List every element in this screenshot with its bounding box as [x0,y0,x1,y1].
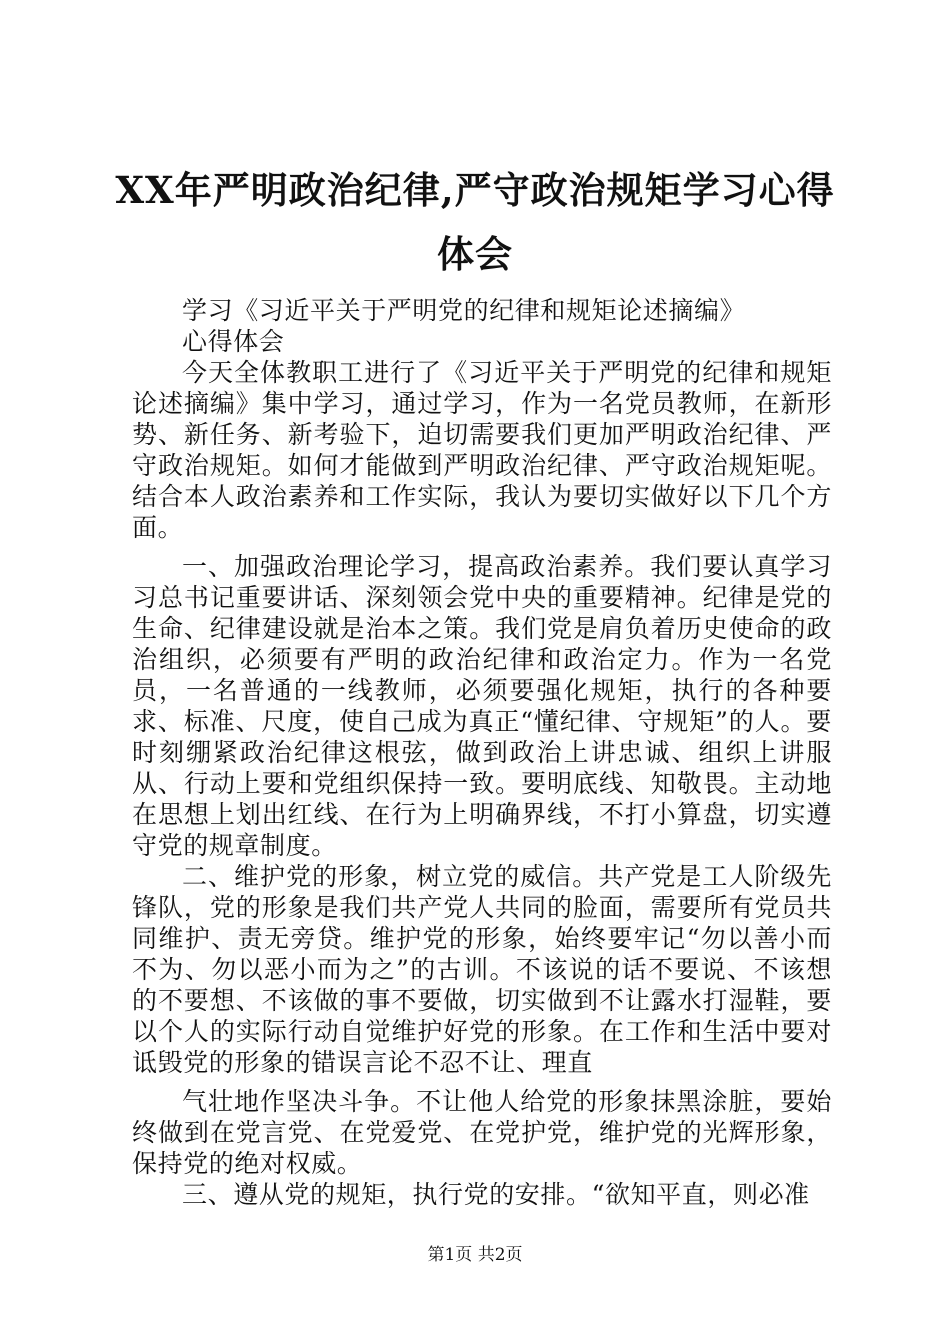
paragraph-section-1: 一、加强政治理论学习，提高政治素养。我们要认真学习习总书记重要讲话、深刻领会党中央的重要精神。纪律是党的生命、纪律建设就是治本之策。我们党是肩负着历史使命的政治组织，必须要有严明的政治纪律和政治定力。作为一名党员，一名普通的一线教师，必须要强化规矩，执行的各种要求、标准、尺度，使自己成为真正“懂纪律、守规矩”的人。要时刻绷紧政治纪律这根弦，做到政治上讲忠诚、组织上讲服从、行动上要和党组织保持一致。要明底线、知敬畏。主动地在思想上划出红线、在行为上明确界线，不打小算盘，切实遵守党的规章制度。 [132,552,832,860]
paragraph-section-3: 三、遵从党的规矩，执行党的安排。“欲知平直，则必准 [182,1180,810,1209]
paragraph-section-2-cont: 气壮地作坚决斗争。不让他人给党的形象抹黑涂脏，要始终做到在党言党、在党爱党、在党护党，维护党的光辉形象，保持党的绝对权威。 [132,1087,832,1178]
subtitle-line-1: 学习《习近平关于严明党的纪律和规矩论述摘编》 [182,296,746,325]
paragraph-section-2: 二、维护党的形象，树立党的威信。共产党是工人阶级先锋队，党的形象是我们共产党人共同的脸面，需要所有党员共同维护、责无旁贷。维护党的形象，始终要牢记“勿以善小而不为、勿以恶小而为之”的古训。不该说的话不要说、不该想的不要想、不该做的事不要做，切实做到不让露水打湿鞋，要以个人的实际行动自觉维护好党的形象。在工作和生活中要对诋毁党的形象的错误言论不忍不让、理直 [132,862,832,1077]
document-title: XX年严明政治纪律,严守政治规矩学习心得体会 [115,168,835,276]
page-footer: 第1页 共2页 [427,1245,523,1265]
document-body [132,295,832,1210]
paragraph-intro: 今天全体教职工进行了《习近平关于严明党的纪律和规矩论述摘编》集中学习，通过学习，作为一名党员教师，在新形势、新任务、新考验下，迫切需要我们更加严明政治纪律、严守政治规矩。如何才能做到严明政治纪律、严守政治规矩呢。结合本人政治素养和工作实际，我认为要切实做好以下几个方面。 [132,358,832,542]
subtitle-line-2: 心得体会 [182,327,285,356]
